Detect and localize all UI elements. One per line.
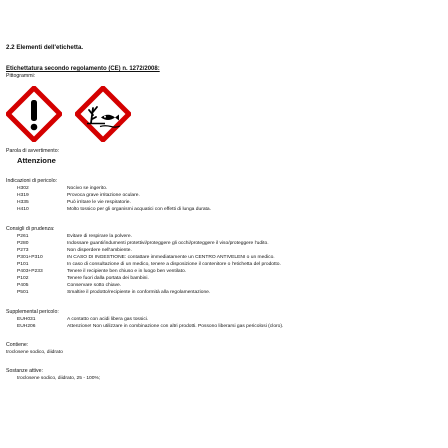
hazard-code: H335 [17, 200, 29, 205]
hazard-text: Può irritare le vie respiratorie. [67, 200, 131, 205]
pictograms-label: Pittogrammi: [6, 73, 36, 79]
hazard-statements-label: Indicazioni di pericolo: [6, 178, 58, 184]
precaution-text: Indossare guanti/indumenti protettivi/proteggere gli occhi/proteggere il viso/proteggere l'udito. [67, 241, 269, 246]
supplemental-code: EUH031 [17, 317, 36, 322]
signal-word: Attenzione [17, 156, 56, 165]
precaution-text: Tenere il recipiente ben chiuso e in luogo ben ventilato. [67, 269, 187, 274]
precaution-code: P301+P310 [17, 255, 43, 260]
precaution-text: Smaltire il prodotto/recipiente in conformità alla regolamentazione. [67, 290, 211, 295]
precaution-code: P261 [17, 234, 29, 239]
regulation-title: Etichettatura secondo regolamento (CE) n. 1272/2008: [6, 66, 160, 72]
supplemental-code: EUH206 [17, 324, 36, 329]
hazard-text: Provoca grave irritazione oculare. [67, 193, 140, 198]
precaution-text: Non disperdere nell'ambiente. [67, 248, 132, 253]
supplemental-text: A contatto con acidi libera gas tossici. [67, 317, 149, 322]
precaution-code: P273 [17, 248, 29, 253]
active-substances-label: Sostanze attive: [6, 368, 43, 374]
contains-value: troclosene sodico, diidrato [6, 350, 63, 355]
exclamation-mark-icon [6, 86, 62, 142]
hazard-text: Molto tossico per gli organismi acquatici con effetti di lunga durata. [67, 207, 211, 212]
precaution-code: P501 [17, 290, 29, 295]
precaution-text: In caso di consultazione di un medico, tenere a disposizione il contenitore o l'etichetta del prodotto. [67, 262, 281, 267]
precaution-code: P102 [17, 276, 29, 281]
section-title: 2.2 Elementi dell'etichetta. [6, 44, 84, 51]
precaution-code: P405 [17, 283, 29, 288]
precaution-code: P280 [17, 241, 29, 246]
precautionary-label: Consigli di prudenza: [6, 226, 55, 232]
precaution-text: IN CASO DI INGESTIONE: contattare immediatamente un CENTRO ANTIVELENI o un medico. [67, 255, 275, 260]
supplemental-text: Attenzione! Non utilizzare in combinazione con altri prodotti. Possono liberarsi gas pericolosi (cloro). [67, 324, 284, 329]
active-substances-value: troclosene sodico, diidrato, 25 - 100%; [17, 376, 101, 381]
signal-word-label: Parola di avvertimento: [6, 148, 60, 154]
precaution-code: P101 [17, 262, 29, 267]
hazard-code: H410 [17, 207, 29, 212]
environment-hazard-icon [75, 86, 131, 142]
precaution-code: P403+P233 [17, 269, 43, 274]
hazard-code: H302 [17, 186, 29, 191]
supplemental-label: Supplemental pericolo: [6, 309, 59, 315]
hazard-text: Nocivo se ingerito. [67, 186, 108, 191]
precaution-text: Evitare di respirare la polvere. [67, 234, 132, 239]
contains-label: Contiene: [6, 342, 29, 348]
precaution-text: Tenere fuori dalla portata dei bambini. [67, 276, 149, 281]
precaution-text: Conservare sotto chiave. [67, 283, 122, 288]
hazard-code: H319 [17, 193, 29, 198]
